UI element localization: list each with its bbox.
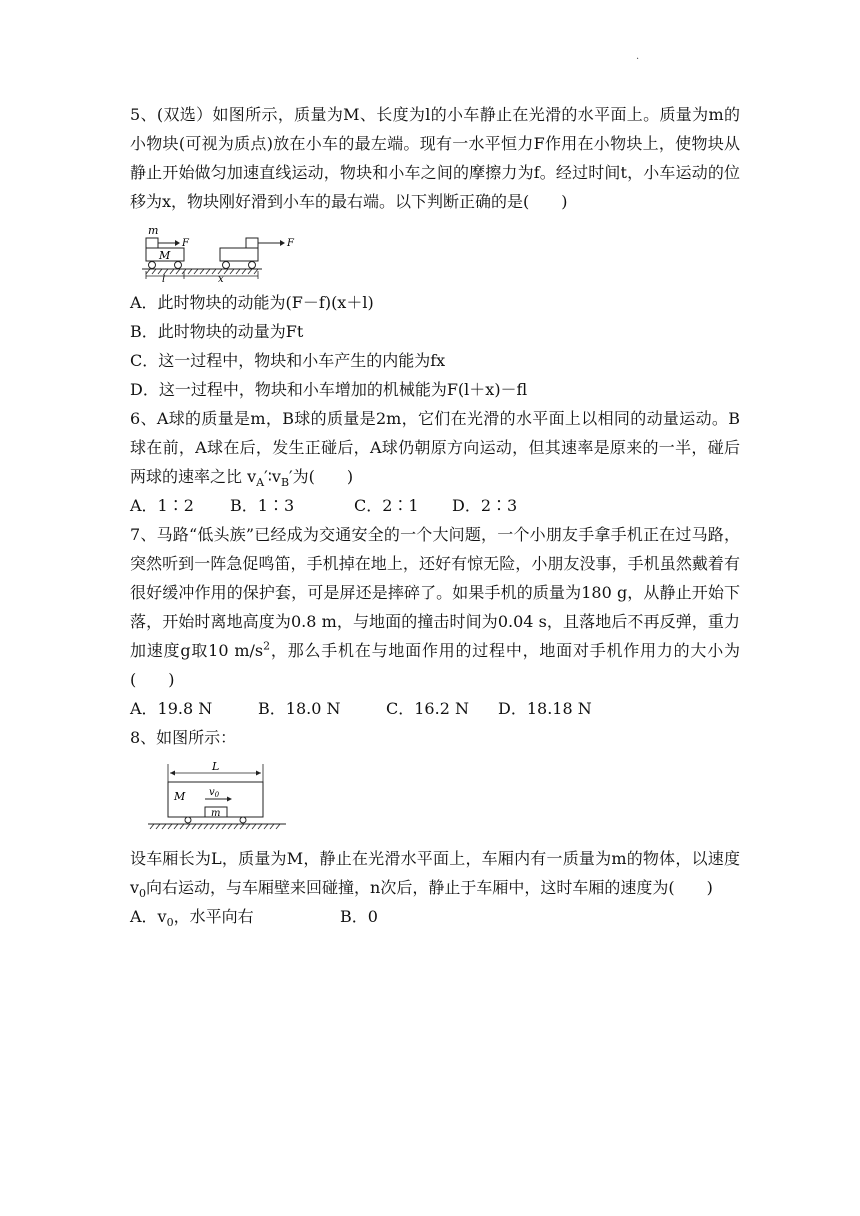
question-7-option-a: A．19.8 N	[130, 699, 213, 718]
question-7-option-c: C．16.2 N	[386, 699, 469, 718]
question-8-options	[130, 902, 740, 931]
question-5-option-b: B．此时物块的动量为Ft	[130, 322, 304, 341]
question-6-options	[130, 491, 740, 520]
question-5-option-c: C．这一过程中，物块和小车产生的内能为fx	[130, 351, 446, 370]
question-6-option-d: D．2∶3	[452, 496, 518, 515]
question-content	[130, 100, 740, 931]
fig5-label-m: m	[148, 224, 159, 237]
fig5-label-F2: F	[287, 238, 294, 249]
question-8-option-a: A．$v_0$，水平向右	[130, 907, 254, 930]
fig8-label-m: m	[211, 808, 221, 819]
question-8-figure	[146, 758, 306, 838]
question-7-options	[130, 694, 740, 723]
question-6-text: 6、A球的质量是m，B球的质量是2m，它们在光滑的水平面上以相同的动量运动。B球在前，A球在后，发生正碰后，A球仍朝原方向运动，但其速率是原来的一半，碰后两球的速率之比 $v_A'∶v_B'$为( )	[130, 409, 740, 490]
question-8-title: 8、如图所示：	[130, 728, 237, 747]
question-8-option-b: B．0	[340, 907, 378, 926]
fig5-label-F1: F	[182, 238, 189, 249]
fig8-label-L: L	[212, 760, 220, 773]
question-6-option-a: A．1∶2	[130, 496, 194, 515]
question-5-option-a: A．此时物块的动能为(F－f)(x＋l)	[130, 293, 374, 312]
question-7-option-b: B．18.0 N	[258, 699, 341, 718]
fig5-label-M: M	[159, 249, 171, 262]
question-8-text: 设车厢长为L，质量为M，静止在光滑水平面上，车厢内有一质量为m的物体，以速度$v_0$向右运动，与车厢壁来回碰撞，n次后，静止于车厢中，这时车厢的速度为( )	[130, 849, 740, 901]
question-5-option-d: D．这一过程中，物块和小车增加的机械能为F(l＋x)－fl	[130, 380, 528, 399]
fig5-label-x: x	[218, 274, 224, 282]
question-7-text: 7、马路“低头族”已经成为交通安全的一个大问题，一个小朋友手拿手机正在过马路，突然听到一阵急促鸣笛，手机掉在地上，还好有惊无险，小朋友没事，手机虽然戴着有很好缓冲作用的保护套，可是屏还是摔碎了。如果手机的质量为180 g，从静止开始下落，开始时离地高度为0.8 m，与地面的撞击时间为0.04 s，且落地后不再反弹，重力加速度g取10 $m/s^2$，那么手机在与地面作用的过程中，地面对手机作用力的大小为( )	[130, 525, 740, 689]
question-7-option-d: D．18.18 N	[498, 699, 592, 718]
question-6-option-c: C．2∶1	[354, 496, 419, 515]
question-5-text: 5、(双选）如图所示，质量为M、长度为l的小车静止在光滑的水平面上。质量为m的小物块(可视为质点)放在小车的最左端。现有一水平恒力F作用在小物块上，使物块从静止开始做匀加速直线运动，物块和小车之间的摩擦力为f。经过时间t，小车运动的位移为x，物块刚好滑到小车的最右端。以下判断正确的是( )	[130, 105, 740, 211]
fig8-label-v: $v_0$	[209, 787, 220, 799]
fig8-label-M: M	[174, 790, 186, 803]
question-6-option-b: B．1∶3	[230, 496, 295, 515]
page-mark: ·	[636, 54, 640, 65]
fig5-label-l: l	[162, 274, 166, 282]
question-5-figure	[130, 222, 305, 282]
